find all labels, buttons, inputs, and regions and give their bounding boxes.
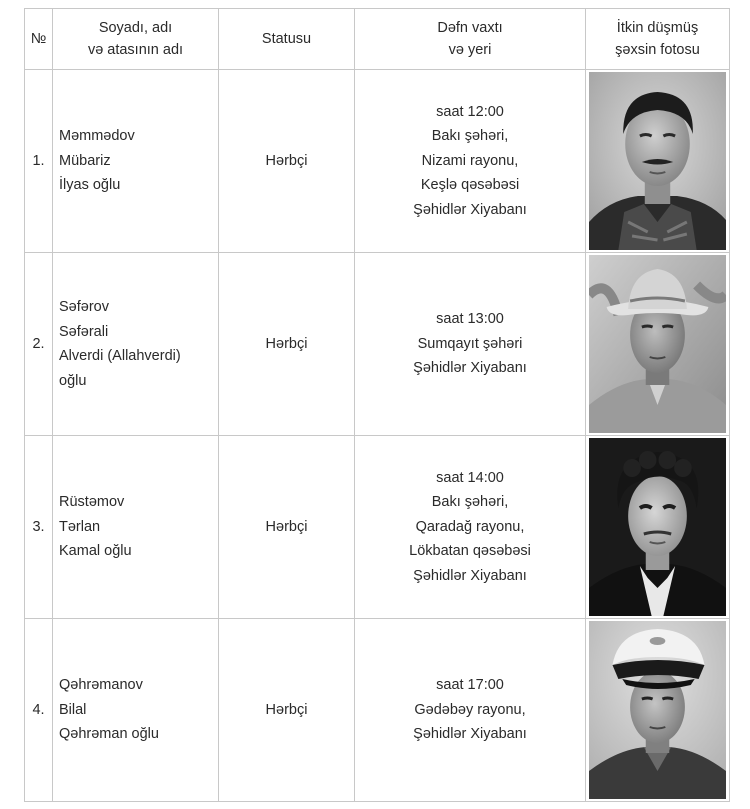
portrait-photo [589,255,726,433]
person-name: Rüstəmov Tərlan Kamal oğlu [53,436,219,619]
table-row [25,436,730,619]
person-photo-cell [586,619,730,802]
header-name: Soyadı, adı və atasının adı [53,9,219,70]
burial-info: saat 14:00 Bakı şəhəri, Qaradağ rayonu, Lökbatan qəsəbəsi Şəhidlər Xiyabanı [355,436,586,619]
row-number: 1. [25,70,53,253]
portrait-photo [589,621,726,799]
row-number: 3. [25,436,53,619]
table-row [25,70,730,253]
header-number: № [25,9,53,70]
person-photo-cell [586,253,730,436]
person-photo-cell [586,436,730,619]
person-photo-cell [586,70,730,253]
missing-persons-table [24,8,730,802]
header-burial: Dəfn vaxtı və yeri [355,9,586,70]
person-status: Hərbçi [219,70,355,253]
burial-info: saat 12:00 Bakı şəhəri, Nizami rayonu, Keşlə qəsəbəsi Şəhidlər Xiyabanı [355,70,586,253]
header-status: Statusu [219,9,355,70]
person-name: Qəhrəmanov Bilal Qəhrəman oğlu [53,619,219,802]
person-status: Hərbçi [219,619,355,802]
table-row [25,619,730,802]
person-status: Hərbçi [219,253,355,436]
person-name: Səfərov Səfərali Alverdi (Allahverdi) oğlu [53,253,219,436]
person-status: Hərbçi [219,436,355,619]
table-header-row [25,9,730,70]
portrait-photo [589,72,726,250]
burial-info: saat 17:00 Gədəbəy rayonu, Şəhidlər Xiyabanı [355,619,586,802]
row-number: 2. [25,253,53,436]
row-number: 4. [25,619,53,802]
person-name: Məmmədov Mübariz İlyas oğlu [53,70,219,253]
header-photo: İtkin düşmüş şəxsin fotosu [586,9,730,70]
table-row [25,253,730,436]
burial-info: saat 13:00 Sumqayıt şəhəri Şəhidlər Xiyabanı [355,253,586,436]
portrait-photo [589,438,726,616]
